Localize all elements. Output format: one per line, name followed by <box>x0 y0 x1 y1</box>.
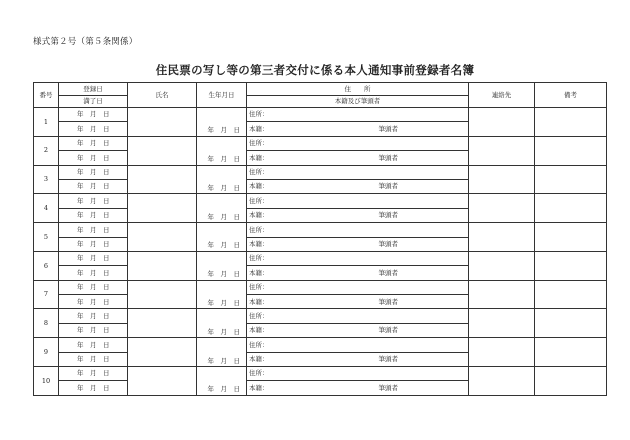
address-field[interactable]: 住所： <box>247 165 469 179</box>
domicile-field[interactable] <box>247 381 469 395</box>
table-row <box>34 136 607 150</box>
domicile-field[interactable] <box>247 295 469 309</box>
domicile-field[interactable] <box>247 352 469 366</box>
domicile-prefix: 本籍： <box>249 124 269 133</box>
table-row <box>34 108 607 122</box>
remarks-field[interactable] <box>535 108 607 137</box>
address-field[interactable]: 住所： <box>247 367 469 381</box>
registrant-register-table <box>33 82 607 396</box>
name-field[interactable] <box>128 280 197 309</box>
remarks-field[interactable] <box>535 338 607 367</box>
domicile-field[interactable] <box>247 237 469 251</box>
head-of-household-label: 筆頭者 <box>378 211 398 220</box>
domicile-prefix: 本籍： <box>249 355 269 364</box>
expiry-date-field[interactable]: 年 月 日 <box>59 295 128 309</box>
domicile-field[interactable] <box>247 122 469 136</box>
remarks-field[interactable] <box>535 280 607 309</box>
remarks-field[interactable] <box>535 136 607 165</box>
form-number-label: 様式第２号（第５条関係） <box>33 37 138 47</box>
header-expiry-date: 満了日 <box>59 95 128 108</box>
contact-field[interactable] <box>469 108 535 137</box>
address-field[interactable]: 住所： <box>247 309 469 323</box>
birth-date-field[interactable]: 年 月 日 <box>197 194 247 223</box>
remarks-field[interactable] <box>535 309 607 338</box>
header-birth-date: 生年月日 <box>197 83 247 108</box>
contact-field[interactable] <box>469 367 535 396</box>
registration-date-field[interactable]: 年 月 日 <box>59 223 128 237</box>
domicile-field[interactable] <box>247 151 469 165</box>
row-number: 3 <box>34 165 59 194</box>
expiry-date-field[interactable]: 年 月 日 <box>59 237 128 251</box>
head-of-household-label: 筆頭者 <box>378 355 398 364</box>
domicile-prefix: 本籍： <box>249 268 269 277</box>
contact-field[interactable] <box>469 280 535 309</box>
name-field[interactable] <box>128 136 197 165</box>
name-field[interactable] <box>128 223 197 252</box>
head-of-household-label: 筆頭者 <box>378 239 398 248</box>
address-field[interactable]: 住所： <box>247 223 469 237</box>
birth-date-field[interactable]: 年 月 日 <box>197 108 247 137</box>
domicile-prefix: 本籍： <box>249 153 269 162</box>
document-title: 住民票の写し等の第三者交付に係る本人通知事前登録者名簿 <box>155 63 475 77</box>
domicile-prefix: 本籍： <box>249 211 269 220</box>
contact-field[interactable] <box>469 223 535 252</box>
registration-date-field[interactable]: 年 月 日 <box>59 194 128 208</box>
contact-field[interactable] <box>469 194 535 223</box>
table-row <box>34 194 607 208</box>
expiry-date-field[interactable]: 年 月 日 <box>59 266 128 280</box>
name-field[interactable] <box>128 108 197 137</box>
expiry-date-field[interactable]: 年 月 日 <box>59 179 128 193</box>
domicile-prefix: 本籍： <box>249 326 269 335</box>
domicile-prefix: 本籍： <box>249 239 269 248</box>
header-remarks: 備考 <box>535 83 607 108</box>
table-row <box>34 338 607 352</box>
name-field[interactable] <box>128 338 197 367</box>
header-contact: 連絡先 <box>469 83 535 108</box>
register-body <box>34 108 607 396</box>
table-row <box>34 251 607 265</box>
address-field[interactable]: 住所： <box>247 280 469 294</box>
expiry-date-field[interactable]: 年 月 日 <box>59 352 128 366</box>
row-number: 4 <box>34 194 59 223</box>
registration-date-field[interactable]: 年 月 日 <box>59 251 128 265</box>
head-of-household-label: 筆頭者 <box>378 383 398 392</box>
birth-date-field[interactable]: 年 月 日 <box>197 367 247 396</box>
head-of-household-label: 筆頭者 <box>378 268 398 277</box>
head-of-household-label: 筆頭者 <box>378 297 398 306</box>
row-number: 9 <box>34 338 59 367</box>
domicile-field[interactable] <box>247 266 469 280</box>
row-number: 1 <box>34 108 59 137</box>
row-number: 5 <box>34 223 59 252</box>
header-registration-date: 登録日 <box>59 83 128 96</box>
birth-date-field[interactable]: 年 月 日 <box>197 280 247 309</box>
table-row <box>34 367 607 381</box>
address-field[interactable]: 住所： <box>247 136 469 150</box>
domicile-field[interactable] <box>247 323 469 337</box>
expiry-date-field[interactable]: 年 月 日 <box>59 208 128 222</box>
registration-date-field[interactable]: 年 月 日 <box>59 280 128 294</box>
address-field[interactable]: 住所： <box>247 108 469 122</box>
expiry-date-field[interactable]: 年 月 日 <box>59 122 128 136</box>
head-of-household-label: 筆頭者 <box>378 153 398 162</box>
row-number: 2 <box>34 136 59 165</box>
name-field[interactable] <box>128 367 197 396</box>
address-field[interactable]: 住所： <box>247 338 469 352</box>
row-number: 10 <box>34 367 59 396</box>
head-of-household-label: 筆頭者 <box>378 124 398 133</box>
name-field[interactable] <box>128 165 197 194</box>
remarks-field[interactable] <box>535 194 607 223</box>
row-number: 8 <box>34 309 59 338</box>
birth-date-field[interactable]: 年 月 日 <box>197 223 247 252</box>
name-field[interactable] <box>128 251 197 280</box>
header-address: 住 所 <box>247 83 469 96</box>
head-of-household-label: 筆頭者 <box>378 326 398 335</box>
domicile-field[interactable] <box>247 179 469 193</box>
table-row <box>34 165 607 179</box>
registration-date-field[interactable]: 年 月 日 <box>59 367 128 381</box>
remarks-field[interactable] <box>535 251 607 280</box>
contact-field[interactable] <box>469 309 535 338</box>
remarks-field[interactable] <box>535 165 607 194</box>
contact-field[interactable] <box>469 251 535 280</box>
registration-date-field[interactable]: 年 月 日 <box>59 165 128 179</box>
table-row <box>34 223 607 237</box>
remarks-field[interactable] <box>535 223 607 252</box>
remarks-field[interactable] <box>535 367 607 396</box>
expiry-date-field[interactable]: 年 月 日 <box>59 151 128 165</box>
table-row <box>34 309 607 323</box>
header-name: 氏名 <box>128 83 197 108</box>
registration-date-field[interactable]: 年 月 日 <box>59 136 128 150</box>
expiry-date-field[interactable]: 年 月 日 <box>59 323 128 337</box>
birth-date-field[interactable]: 年 月 日 <box>197 136 247 165</box>
birth-date-field[interactable]: 年 月 日 <box>197 251 247 280</box>
contact-field[interactable] <box>469 136 535 165</box>
registration-date-field[interactable]: 年 月 日 <box>59 338 128 352</box>
contact-field[interactable] <box>469 165 535 194</box>
domicile-prefix: 本籍： <box>249 182 269 191</box>
row-number: 7 <box>34 280 59 309</box>
registration-date-field[interactable]: 年 月 日 <box>59 309 128 323</box>
header-number: 番号 <box>34 83 59 108</box>
table-row <box>34 280 607 294</box>
name-field[interactable] <box>128 309 197 338</box>
birth-date-field[interactable]: 年 月 日 <box>197 309 247 338</box>
birth-date-field[interactable]: 年 月 日 <box>197 338 247 367</box>
address-field[interactable]: 住所： <box>247 194 469 208</box>
registration-date-field[interactable]: 年 月 日 <box>59 108 128 122</box>
row-number: 6 <box>34 251 59 280</box>
address-field[interactable]: 住所： <box>247 251 469 265</box>
domicile-prefix: 本籍： <box>249 297 269 306</box>
expiry-date-field[interactable]: 年 月 日 <box>59 381 128 395</box>
contact-field[interactable] <box>469 338 535 367</box>
head-of-household-label: 筆頭者 <box>378 182 398 191</box>
domicile-field[interactable] <box>247 208 469 222</box>
name-field[interactable] <box>128 194 197 223</box>
domicile-prefix: 本籍： <box>249 383 269 392</box>
header-domicile: 本籍及び筆頭者 <box>247 95 469 108</box>
birth-date-field[interactable]: 年 月 日 <box>197 165 247 194</box>
